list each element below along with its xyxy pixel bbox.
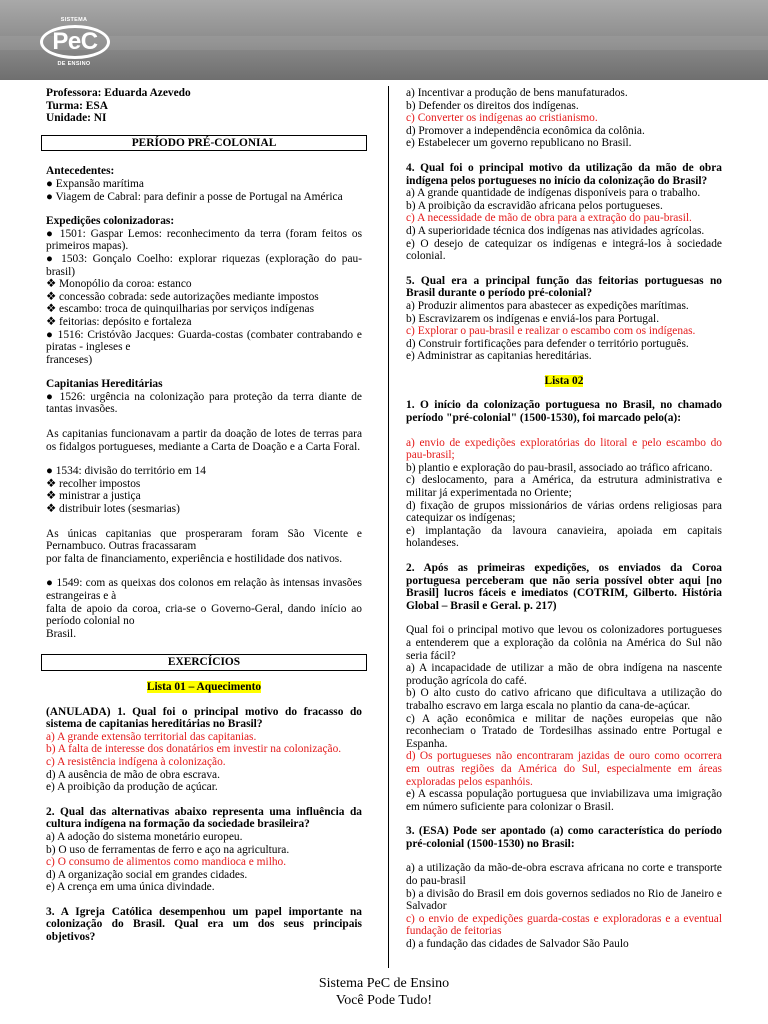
pec-logo — [36, 17, 112, 69]
l2q2-option: a) A incapacidade de utilizar a mão de obra indígena na nascente produção agrícola do café. — [406, 662, 722, 687]
q3-option: a) Incentivar a produção de bens manufaturados. — [406, 87, 628, 99]
q4-option: a) A grande quantidade de indígenas disponíveis para o trabalho. — [406, 187, 701, 200]
lista-02-heading-wrap — [406, 375, 722, 388]
l2q1-option: b) plantio e exploração do pau-brasil, associado ao tráfico africano. — [406, 461, 713, 474]
q2-option: b) O uso de ferramentas de ferro e aço na agricultura. — [46, 843, 290, 856]
l2q1-option: a) envio de expedições exploratórias do litoral e pelo escambo do pau-brasil; — [406, 436, 722, 462]
q5-option: e) Administrar as capitanias hereditárias. — [406, 350, 592, 363]
question-2: 2. Qual das alternativas abaixo representa uma influência da cultura indígena na formação da sociedade brasileira? — [46, 805, 362, 831]
class-name: Turma: ESA — [46, 99, 108, 112]
question-5: 5. Qual era a principal função das feitorias portuguesas no Brasil durante o período pré-colonial? — [406, 274, 722, 300]
capitanias-item: ● 1534: divisão do território em 14 — [46, 465, 206, 478]
footer-line-1: Sistema PeC de Ensino — [318, 976, 450, 991]
logo-oval — [40, 25, 110, 59]
q1-option: d) A ausência de mão de obra escrava. — [46, 768, 220, 781]
q3-option: c) Converter os indígenas ao cristianismo. — [406, 112, 598, 125]
q4-option: d) A superioridade técnica dos indígenas nas atividades agrícolas. — [406, 224, 705, 237]
q4-option: b) A proibição da escravidão africana pelos portugueses. — [406, 199, 663, 212]
governo-geral-line: falta de apoio da coroa, cria-se o Governo-Geral, dando início ao período colonial no — [46, 602, 362, 628]
header-bar — [0, 0, 768, 80]
antecedentes-title: Antecedentes: — [46, 165, 115, 178]
q1-option: c) A resistência indígena à colonização. — [46, 755, 226, 768]
page-footer — [0, 975, 768, 1009]
l2q1-option: d) fixação de grupos missionários de várias ordens religiosas para catequizar os indígenas; — [406, 499, 722, 525]
capitanias-item: ❖ distribuir lotes (sesmarias) — [46, 503, 180, 516]
q5-option: b) Escravizarem os indígenas e enviá-los para Portugal. — [406, 312, 660, 325]
q1-option: a) A grande extensão territorial das capitanias. — [46, 730, 257, 743]
expedicoes-item: ● 1516: Cristóvão Jacques: Guarda-costas (combater contrabando e piratas - ingleses e — [46, 328, 362, 354]
lista-01-heading: Lista 01 – Aquecimento — [146, 680, 262, 693]
l2q1-option: c) deslocamento, para a América, da estrutura administrativa e militar já experimentada no Oriente; — [406, 474, 722, 500]
column-divider — [388, 86, 389, 968]
q2-option: d) A organização social em grandes cidades. — [46, 868, 248, 881]
teacher-name: Professora: Eduarda Azevedo — [46, 87, 191, 99]
capitanias-fracasso: por falta de financiamento, experiência e hostilidade dos nativos. — [46, 552, 343, 565]
q1-option: b) A falta de interesse dos donatários em investir na colonização. — [46, 743, 342, 756]
expedicoes-item: ● 1503: Gonçalo Coelho: explorar riquezas (exploração do pau-brasil) — [46, 252, 362, 278]
question-3: 3. A Igreja Católica desempenhou um papel importante na colonização do Brasil. Qual era um dos seus principais objetivos? — [46, 905, 362, 944]
lista2-question-2: 2. Após as primeiras expedições, os enviados da Coroa portuguesa perceberam que não seria possível obter aqui [no Brasil] lucros fáceis e imediatos (COTRIM, Gilberto. História Global – Brasil e Geral. p. 217) — [406, 562, 722, 612]
header-band — [0, 36, 768, 50]
unit-name: Unidade: NI — [46, 112, 107, 125]
l2q2-option: e) A escassa população portuguesa que inviabilizava uma imigração em número suficiente para colonizar o Brasil. — [406, 788, 722, 813]
section-exercicios: EXERCÍCIOS — [41, 654, 367, 671]
footer-line-2: Você Pode Tudo! — [335, 993, 433, 1008]
l2q3-option: b) a divisão do Brasil em dois governos sediados no Rio de Janeiro e Salvador — [406, 887, 722, 913]
logo-top-text: SISTEMA — [60, 17, 88, 23]
q2-option: a) A adoção do sistema monetário europeu. — [46, 830, 243, 843]
q5-option: c) Explorar o pau-brasil e realizar o escambo com os indígenas. — [406, 325, 696, 338]
q4-option: e) O desejo de catequizar os indígenas e integrá-los à sociedade colonial. — [406, 237, 722, 263]
question-4: 4. Qual foi o principal motivo da utilização da mão de obra indígena pelos portugueses no início da colonização do Brasil? — [406, 161, 722, 187]
l2q2-option: b) O alto custo do cativo africano que dificultava a utilização do trabalho escravo em larga escala no plantio da cana-de-açúcar. — [406, 687, 722, 712]
capitanias-1526: ● 1526: urgência na colonização para proteção da terra diante de tantas invasões. — [46, 390, 362, 416]
expedicoes-item: ❖ feitorias: depósito e fortaleza — [46, 315, 192, 328]
q3-option: b) Defender os direitos dos indígenas. — [406, 99, 579, 112]
antecedentes-item: ● Expansão marítima — [46, 177, 144, 190]
l2q2-option: d) Os portugueses não encontraram jazidas de ouro como ocorrera em outras regiões da América do Sul, especialmente em áreas exploradas pelos espanhóis. — [406, 750, 722, 788]
expedicoes-title: Expedições colonizadoras: — [46, 215, 175, 228]
governo-geral-line: Brasil. — [46, 627, 77, 640]
q2-option: c) O consumo de alimentos como mandioca e milho. — [46, 856, 287, 869]
capitanias-text: As capitanias funcionavam a partir da doação de lotes de terras para os fidalgos portugueses, mediante a Carta de Doação e a Carta Foral. — [46, 428, 362, 453]
l2q3-option: d) a fundação das cidades de Salvador São Paulo — [406, 938, 629, 951]
expedicoes-item: ● 1501: Gaspar Lemos: reconhecimento da terra (foram feitos os primeiros mapas). — [46, 227, 362, 253]
q4-option: c) A necessidade de mão de obra para a extração do pau-brasil. — [406, 212, 692, 225]
question-1: (ANULADA) 1. Qual foi o principal motivo do fracasso do sistema de capitanias hereditárias no Brasil? — [46, 705, 362, 731]
lista2-question-3: 3. (ESA) Pode ser apontado (a) como característica do período pré-colonial (1500-1530) no Brasil: — [406, 825, 722, 850]
antecedentes-item: ● Viagem de Cabral: para definir a posse de Portugal na América — [46, 190, 343, 203]
expedicoes-item: ❖ concessão cobrada: sede autorizações mediante impostos — [46, 290, 319, 303]
q3-option: d) Promover a independência econômica da colônia. — [406, 124, 645, 137]
governo-geral-line: ● 1549: com as queixas dos colonos em relação às intensas invasões estrangeiras e à — [46, 577, 362, 602]
q1-option: e) A proibição da produção de açúcar. — [46, 781, 218, 794]
l2q3-option: a) a utilização da mão-de-obra escrava africana no corte e transporte do pau-brasil — [406, 862, 722, 888]
section-pre-colonial: PERÍODO PRÉ-COLONIAL — [41, 135, 367, 152]
logo-bottom-text: DE ENSINO — [57, 61, 91, 67]
q5-option: d) Construir fortificações para defender o território português. — [406, 337, 689, 350]
q5-option: a) Produzir alimentos para abastecer as expedições marítimas. — [406, 299, 689, 312]
expedicoes-item: ❖ Monopólio da coroa: estanco — [46, 278, 192, 291]
q3-option: e) Estabelecer um governo republicano no Brasil. — [406, 137, 632, 150]
l2q1-option: e) implantação da lavoura canavieira, apoiada em capitais holandeses. — [406, 524, 722, 550]
capitanias-item: ❖ ministrar a justiça — [46, 490, 141, 503]
left-column — [46, 87, 362, 944]
logo-text: PeC — [52, 28, 98, 55]
expedicoes-item: ❖ escambo: troca de quinquilharias por serviços indígenas — [46, 303, 315, 316]
lista-01-heading-wrap — [46, 681, 362, 694]
right-column — [406, 87, 722, 951]
l2q2-option: c) A ação econômica e militar de nações europeias que não reconheciam o Tratado de Tordesilhas assinado entre Portugal e Espanha. — [406, 712, 722, 750]
lista2-question-2-sub: Qual foi o principal motivo que levou os colonizadores portugueses a entenderem que a exploração da colônia na América do Sul não seria fácil? — [406, 624, 722, 662]
q2-option: e) A crença em uma única divindade. — [46, 881, 215, 894]
lista2-question-1: 1. O início da colonização portuguesa no Brasil, no chamado período "pré-colonial" (1500-1530), foi marcado pelo(a): — [406, 399, 722, 425]
l2q3-option: c) o envio de expedições guarda-costas e exploradoras e a eventual fundação de feitorias — [406, 912, 722, 938]
expedicoes-item: franceses) — [46, 353, 93, 366]
capitanias-item: ❖ recolher impostos — [46, 477, 141, 490]
capitanias-prosperaram: As únicas capitanias que prosperaram foram São Vicente e Pernambuco. Outras fracassaram — [46, 527, 362, 553]
capitanias-title: Capitanias Hereditárias — [46, 378, 163, 391]
lista-02-heading: Lista 02 — [544, 374, 584, 387]
